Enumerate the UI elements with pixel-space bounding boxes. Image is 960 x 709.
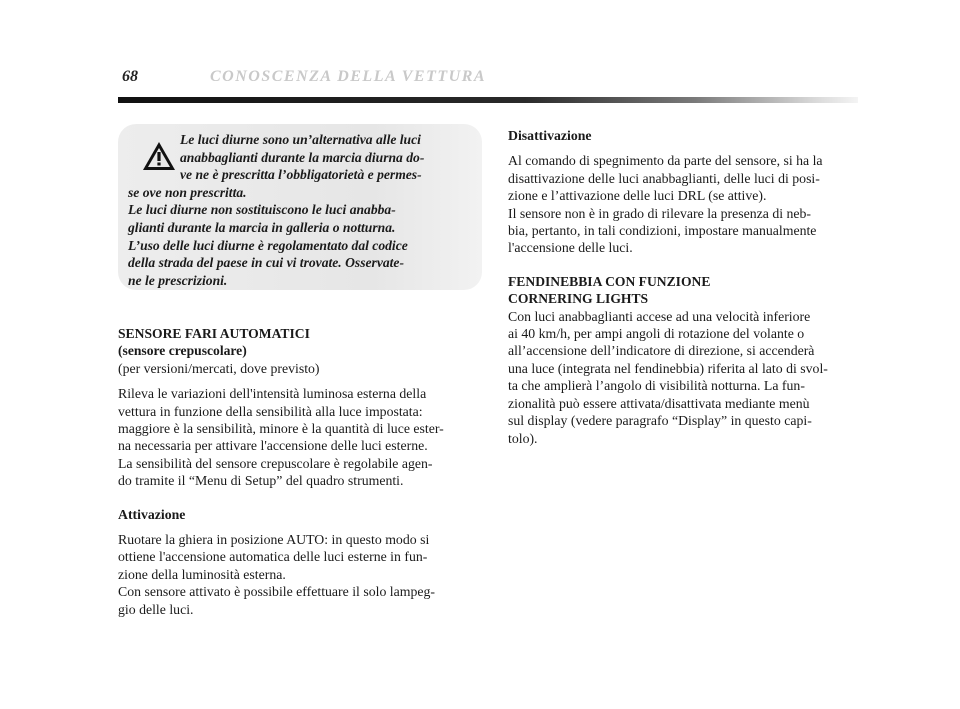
- text-line: vettura in funzione della sensibilità alla luce impostata:: [118, 403, 423, 419]
- text-line: ai 40 km/h, per ampi angoli di rotazione del volante o: [508, 326, 805, 342]
- text-line: disattivazione delle luci anabbaglianti, delle luci di posi-: [508, 170, 820, 186]
- text-line: maggiore è la sensibilità, minore è la quantità di luce ester-: [118, 421, 444, 437]
- body-paragraph: [508, 152, 860, 256]
- warning-line: Le luci diurne sono un’alternativa alle luci: [180, 132, 421, 147]
- warning-line: glianti durante la marcia in galleria o notturna.: [128, 219, 396, 235]
- warning-line: L’uso delle luci diurne è regolamentato dal codice: [128, 237, 408, 253]
- left-column: [118, 325, 478, 618]
- warning-text: [128, 131, 466, 289]
- text-line: zione della luminosità esterna.: [118, 566, 286, 582]
- text-line: zionalità può essere attivata/disattivata mediante menù: [508, 395, 810, 411]
- section-heading: [118, 325, 478, 360]
- text-line: Con sensore attivato è possibile effettuare il solo lampeg-: [118, 584, 435, 600]
- text-line: sul display (vedere paragrafo “Display” in questo capi-: [508, 413, 812, 429]
- warning-line: ve ne è prescritta l’obbligatorietà e permes-: [180, 167, 422, 183]
- text-line: all’accensione dell’indicatore di direzione, si accenderà: [508, 343, 815, 359]
- body-paragraph: [118, 531, 478, 618]
- warning-line: anabbaglianti durante la marcia diurna do-: [180, 149, 425, 165]
- text-line: Al comando di spegnimento da parte del sensore, si ha la: [508, 153, 823, 169]
- heading-line: FENDINEBBIA CON FUNZIONE: [508, 273, 711, 289]
- page-number: 68: [122, 68, 138, 85]
- text-line: do tramite il “Menu di Setup” del quadro strumenti.: [118, 473, 404, 489]
- text-line: Con luci anabbaglianti accese ad una velocità inferiore: [508, 308, 811, 324]
- subheading-disattivazione: Disattivazione: [508, 128, 592, 143]
- text-line: zione e l’attivazione delle luci DRL (se attive).: [508, 188, 767, 204]
- text-line: Il sensore non è in grado di rilevare la presenza di neb-: [508, 205, 812, 221]
- text-line: na necessaria per attivare l'accensione delle luci esterne.: [118, 438, 428, 454]
- warning-line: se ove non prescritta.: [128, 184, 247, 200]
- warning-line: Le luci diurne non sostituiscono le luci anabba-: [128, 202, 396, 218]
- heading-line: SENSORE FARI AUTOMATICI: [118, 326, 310, 341]
- heading-line: (sensore crepuscolare): [118, 343, 247, 359]
- heading-note: (per versioni/mercati, dove previsto): [118, 360, 320, 376]
- text-line: Ruotare la ghiera in posizione AUTO: in questo modo si: [118, 532, 430, 548]
- text-line: La sensibilità del sensore crepuscolare è regolabile agen-: [118, 455, 433, 471]
- subheading-attivazione: Attivazione: [118, 506, 186, 522]
- body-paragraph: [118, 385, 478, 489]
- header-rule: [118, 97, 858, 103]
- text-line: una luce (integrata nel fendinebbia) riferita al lato di svol-: [508, 360, 828, 376]
- text-line: ottiene l'accensione automatica delle luci esterne in fun-: [118, 549, 428, 565]
- text-line: ta che amplierà l’angolo di visibilità notturna. La fun-: [508, 378, 805, 394]
- warning-line: ne le prescrizioni.: [128, 272, 228, 288]
- section-heading: [508, 273, 860, 308]
- warning-line: della strada del paese in cui vi trovate. Osservate-: [128, 255, 404, 271]
- text-line: gio delle luci.: [118, 601, 194, 617]
- heading-line: CORNERING LIGHTS: [508, 291, 649, 307]
- text-line: tolo).: [508, 430, 538, 446]
- running-title: CONOSCENZA DELLA VETTURA: [210, 68, 487, 85]
- body-paragraph: [508, 308, 860, 447]
- text-line: bia, pertanto, in tali condizioni, impostare manualmente: [508, 223, 817, 239]
- right-column: [508, 127, 860, 447]
- text-line: Rileva le variazioni dell'intensità luminosa esterna della: [118, 386, 427, 402]
- text-line: l'accensione delle luci.: [508, 240, 633, 256]
